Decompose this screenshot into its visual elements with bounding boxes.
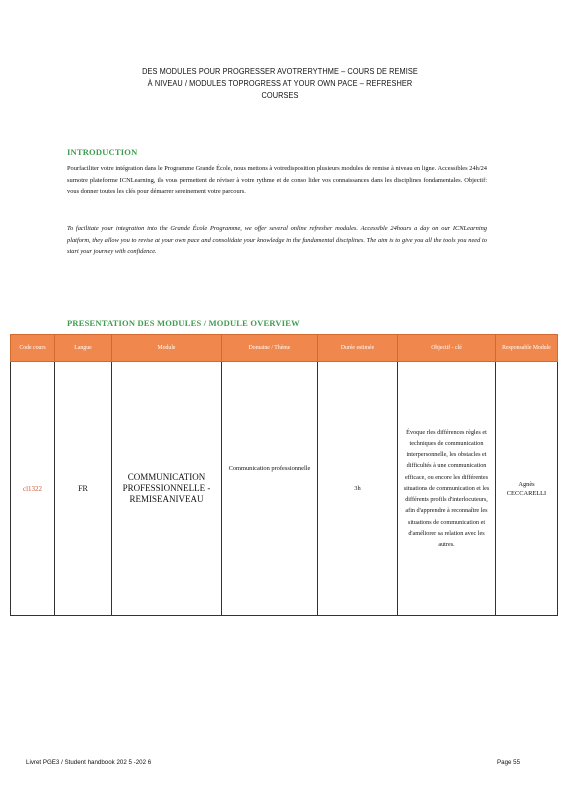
language-cell: FR <box>55 362 112 616</box>
footer-page-number: Page 55 <box>497 759 521 766</box>
objective-cell: Évoque rles différences règles et techniques de communication interpersonnelle, les obstacles et difficultés à une communication efficace, ou encore les différentes situations de communication et les différents profils d'interlocuteurs, afin d'apprendre à reconnaître les situations de communication et d'améliorer sa relation avec les autres. <box>398 362 496 616</box>
document-title: DES MODULES POUR PROGRESSER AVOTRERYTHME – COURS DE REMISE À NIVEAU / MODULES TOPROGRESS AT YOUR OWN PACE – REFRESHER COURSES <box>142 67 418 100</box>
table-row <box>11 362 558 616</box>
presentation-heading: PRESENTATION DES MODULES / MODULE OVERVIEW <box>67 318 300 328</box>
module-name-cell: COMMUNICATION PROFESSIONNELLE - REMISEANIVEAU <box>112 362 222 616</box>
column-header-responsible: Responsable Module <box>496 335 558 362</box>
domain-cell: Communication professionnelle <box>222 362 318 616</box>
column-header-objective: Objectif - clé <box>398 335 496 362</box>
footer-handbook-label: Livret PGE3 / Student handbook 202 5 -202 6 <box>26 759 152 766</box>
duration-cell: 3h <box>318 362 398 616</box>
table-header-row <box>11 335 558 362</box>
course-code-cell: cl1322 <box>11 362 55 616</box>
introduction-english-paragraph: To facilitate your integration into the Grande École Programme, we offer several online refresher modules. Accessible 24hours a day on our ICNLearning platform, they allow you to revise at your own pace and consolidate your knowledge in the fundamental disciplines. The aim is to give you all the tools you need to start your journey with confidence. <box>67 225 487 256</box>
column-header-language: Langue <box>55 335 112 362</box>
introduction-heading: INTRODUCTION <box>67 147 138 157</box>
responsible-cell: Agnès CECCARELLI <box>496 362 558 616</box>
column-header-code: Code cours <box>11 335 55 362</box>
module-overview-table <box>10 334 558 616</box>
introduction-french-paragraph: Pourfaciliter votre intégration dans le Programme Grande École, nous mettons à votredisposition plusieurs modules de remise à niveau en ligne. Accessibles 24h/24 surnotre plateforme ICNLearning, ils vous permettent de réviser à votre rythme et de conso lider vos connaissances dans les disciplines fondamentales. Objectif: vous donner toutes les clés pour démarrer sereinement votre parcours. <box>67 165 487 195</box>
column-header-duration: Durée estimée <box>318 335 398 362</box>
column-header-domain: Domaine / Thème <box>222 335 318 362</box>
column-header-module: Module <box>112 335 222 362</box>
